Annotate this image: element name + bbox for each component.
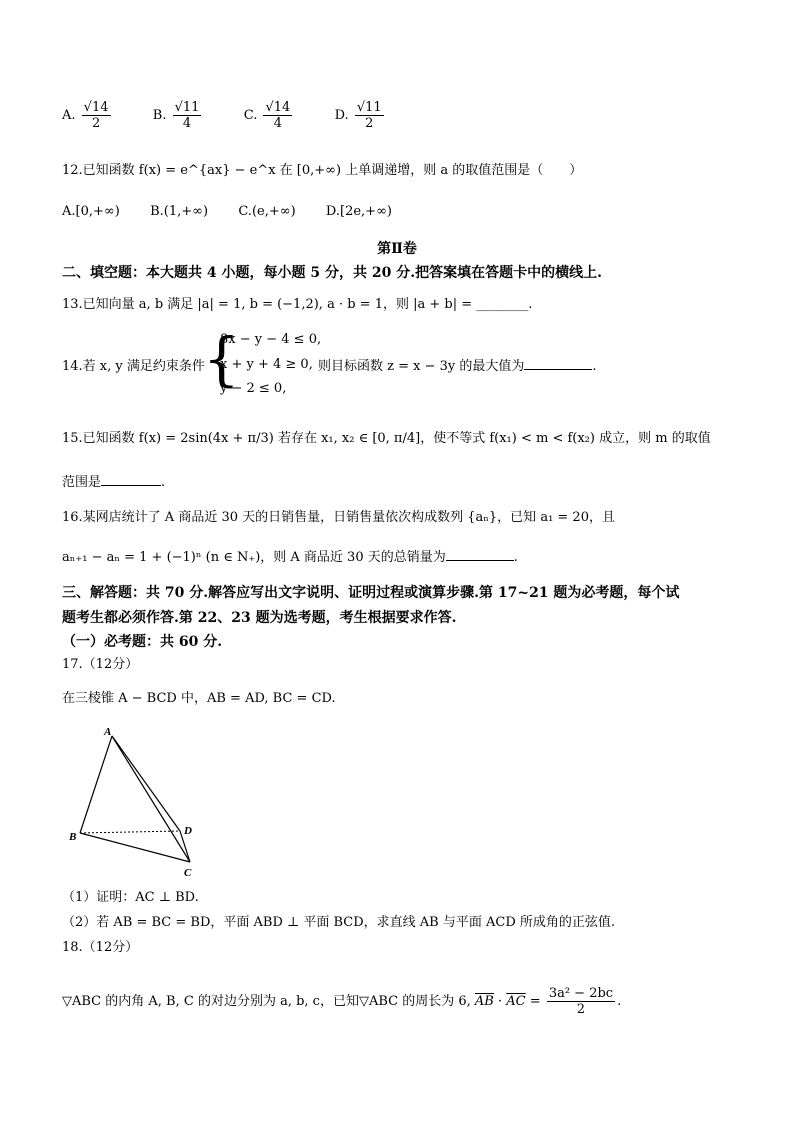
q16-line1: 16.某网店统计了 A 商品近 30 天的日销售量，日销售量依次构成数列 {aₙ}，已知 a₁ = 20，且 <box>62 510 615 525</box>
volume-title: 第Ⅱ卷 <box>377 241 417 257</box>
q12-option-c: C.(e,+∞) <box>238 204 296 219</box>
q16-answer-blank <box>446 560 514 561</box>
edge-ab <box>80 736 112 833</box>
vertex-label-c: C <box>184 867 192 879</box>
edge-ad <box>112 736 180 831</box>
part1-heading: （一）必考题：共 60 分. <box>62 634 223 650</box>
q12-option-d: D.[2e,+∞) <box>325 204 392 219</box>
q13-text: 13.已知向量 a, b 满足 |a| = 1, b = (−1,2), a · b = 1，则 |a + b| = ________. <box>62 297 533 312</box>
q14-prefix: 14.若 x, y 满足约束条件 <box>62 359 205 374</box>
q11-options <box>62 100 386 131</box>
q12-stem: 12.已知函数 f(x) = e^{ax} − e^x 在 [0,+∞) 上单调递增，则 a 的取值范围是（ ） <box>62 163 583 178</box>
vertex-label-a: A <box>104 726 112 738</box>
q12-option-a: A.[0,+∞) <box>62 204 120 219</box>
edge-bc <box>80 833 190 862</box>
q17-sub2: （2）若 AB = BC = BD，平面 ABD ⊥ 平面 BCD，求直线 AB 与平面 ACD 所成角的正弦值. <box>62 915 616 930</box>
section2-heading: 二、填空题：本大题共 4 小题，每小题 5 分，共 20 分.把答案填在答题卡中的横线上. <box>62 265 602 281</box>
section3-heading-line2: 题考生都必须作答.第 22、23 题为选考题，考生根据要求作答. <box>62 610 457 626</box>
q16-line2: aₙ₊₁ − aₙ = 1 + (−1)ⁿ (n ∈ N₊)，则 A 商品近 30 天的总销量为 . <box>62 550 518 565</box>
q15-answer-blank <box>101 485 161 486</box>
q14-constraint-1: 8x − y − 4 ≤ 0, <box>220 332 322 347</box>
q17-sub1: （1）证明：AC ⊥ BD. <box>62 890 199 905</box>
section3-heading-line1: 三、解答题：共 70 分.解答应写出文字说明、证明过程或演算步骤.第 17~21 题为必考题，每个试 <box>62 585 680 601</box>
vector-ac: $\overline{AC}$ <box>506 994 526 1009</box>
q12-option-b: B.(1,+∞) <box>150 204 209 219</box>
q15-line1: 15.已知函数 f(x) = 2sin(4x + π/3) 若存在 x₁, x₂ ∈ [0, π/4]，使不等式 f(x₁) < m < f(x₂) 成立，则 m 的取值 <box>62 431 711 446</box>
vertex-label-b: B <box>69 831 77 843</box>
q12-options <box>62 203 392 221</box>
q18-number: 18.（12分） <box>62 940 139 955</box>
edge-bd-hidden <box>80 831 180 833</box>
q15-line2: 范围是 . <box>62 475 166 490</box>
q11-option-b: B. $\frac{√11}{4}$ <box>152 100 200 131</box>
tetrahedron-diagram <box>60 722 220 882</box>
q14-constraint-2: x + y + 4 ≥ 0, <box>220 357 313 372</box>
q11-option-c: C. $\frac{√14}{4}$ <box>243 100 291 131</box>
edge-ac <box>112 736 190 862</box>
q14-constraint-3: y − 2 ≤ 0, <box>220 381 287 396</box>
q14-answer-blank <box>524 369 592 370</box>
vector-ab: $\overline{AB}$ <box>474 994 494 1009</box>
q18-stem: ▽ABC 的内角 A, B, C 的对边分别为 a, b, c，已知▽ABC 的周长为 6, $\overline{AB} \cdot \overline{AC}$ = $\frac{\text{3a² − 2bc}}{2}$ . <box>62 986 622 1017</box>
q18-fraction: $\frac{\text{3a² − 2bc}}{2}$ <box>548 986 614 1017</box>
q17-stem: 在三棱锥 A − BCD 中，AB = AD, BC = CD. <box>62 691 336 706</box>
q11-option-a: A. $\frac{√14}{2}$ <box>62 100 109 131</box>
q14-brace-glyph: { <box>203 325 240 393</box>
q14-suffix: 则目标函数 z = x − 3y 的最大值为 . <box>318 359 597 374</box>
q11-option-d: D. $\frac{√11}{2}$ <box>334 100 382 131</box>
q17-number: 17.（12分） <box>62 657 139 672</box>
vertex-label-d: D <box>184 825 192 837</box>
